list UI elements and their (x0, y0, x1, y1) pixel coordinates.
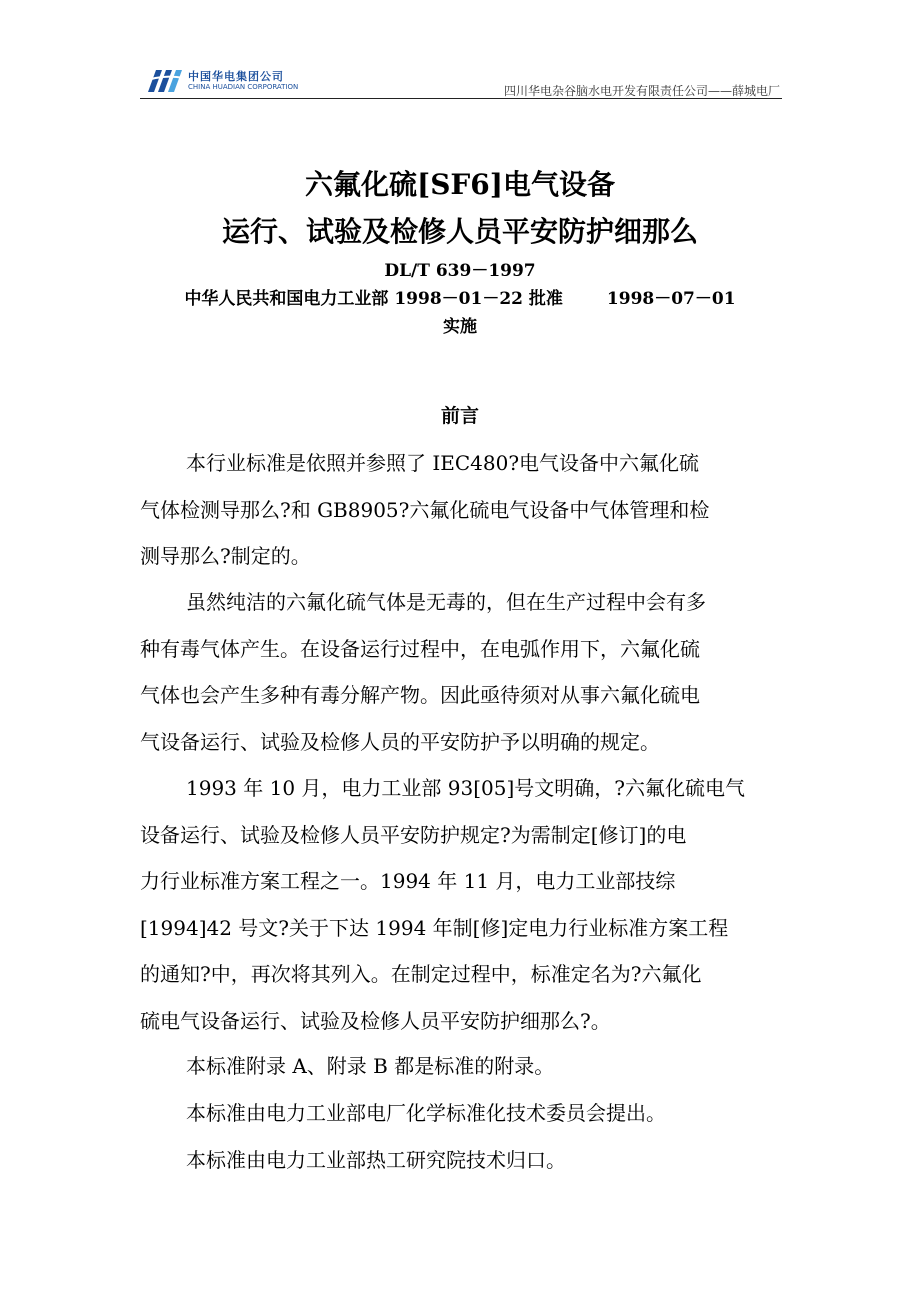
paragraph-text: 本标准附录 A、附录 B 都是标准的附录。 (186, 1054, 555, 1078)
page-header (140, 64, 782, 102)
paragraph-text: 本行业标准是依照并参照了 IEC480?电气设备中六氟化硫 气体检测导那么?和 GB8905?六氟化硫电气设备中气体管理和检 测导那么?制定的。 (140, 451, 710, 569)
paragraph-text: 本标准由电力工业部热工研究院技术归口。 (186, 1148, 566, 1172)
approval-line (0, 284, 920, 309)
preface-paragraph (140, 765, 780, 1045)
logo-english-name: CHINA HUADIAN CORPORATION (188, 83, 299, 91)
company-logo (140, 66, 320, 96)
preface-paragraph (140, 1137, 780, 1184)
preface-paragraph (140, 440, 780, 580)
document-title-line1: 六氟化硫[SF6]电气设备 (304, 168, 616, 201)
paragraph-text: 本标准由电力工业部电厂化学标准化技术委员会提出。 (186, 1101, 666, 1125)
implement-label: 实施 (443, 317, 477, 337)
effective-date: 1998－07－01 (606, 289, 736, 309)
document-title-line2: 运行、试验及检修人员平安防护细那么 (221, 215, 698, 248)
paragraph-text: 1993 年 10 月，电力工业部 93[05]号文明确，?六氟化硫电气 设备运行、试验及检修人员平安防护规定?为需制定[修订]的电 力行业标准方案工程之一。1994 年 11 月，电力工业部技综 [1994]42 号文?关于下达 1994 年制[修]定电力行业标准方案工程 的通知?中，再次将其列入。在制定过程中，标准定名为?六氟化 硫电气设备运行、试验及检修人员平安防护细那么?。 (140, 776, 746, 1033)
preface-paragraph (140, 1043, 780, 1090)
huadian-logo-icon (140, 66, 184, 94)
header-company-name: 四川华电杂谷脑水电开发有限责任公司——薛城电厂 (503, 84, 780, 98)
standard-code: DL/T 639－1997 (384, 261, 536, 281)
preface-paragraph (140, 1090, 780, 1137)
logo-chinese-name: 中国华电集团公司 (188, 70, 284, 83)
preface-paragraph (140, 579, 780, 765)
header-divider (140, 98, 782, 99)
paragraph-text: 虽然纯洁的六氟化硫气体是无毒的，但在生产过程中会有多 种有毒气体产生。在设备运行过程中，在电弧作用下，六氟化硫 气体也会产生多种有毒分解产物。因此亟待须对从事六氟化硫电 气设备运行、试验及检修人员的平安防护予以明确的规定。 (140, 590, 706, 754)
preface-heading: 前言 (440, 405, 479, 427)
approval-text: 中华人民共和国电力工业部 1998－01－22 批准 (184, 289, 563, 309)
